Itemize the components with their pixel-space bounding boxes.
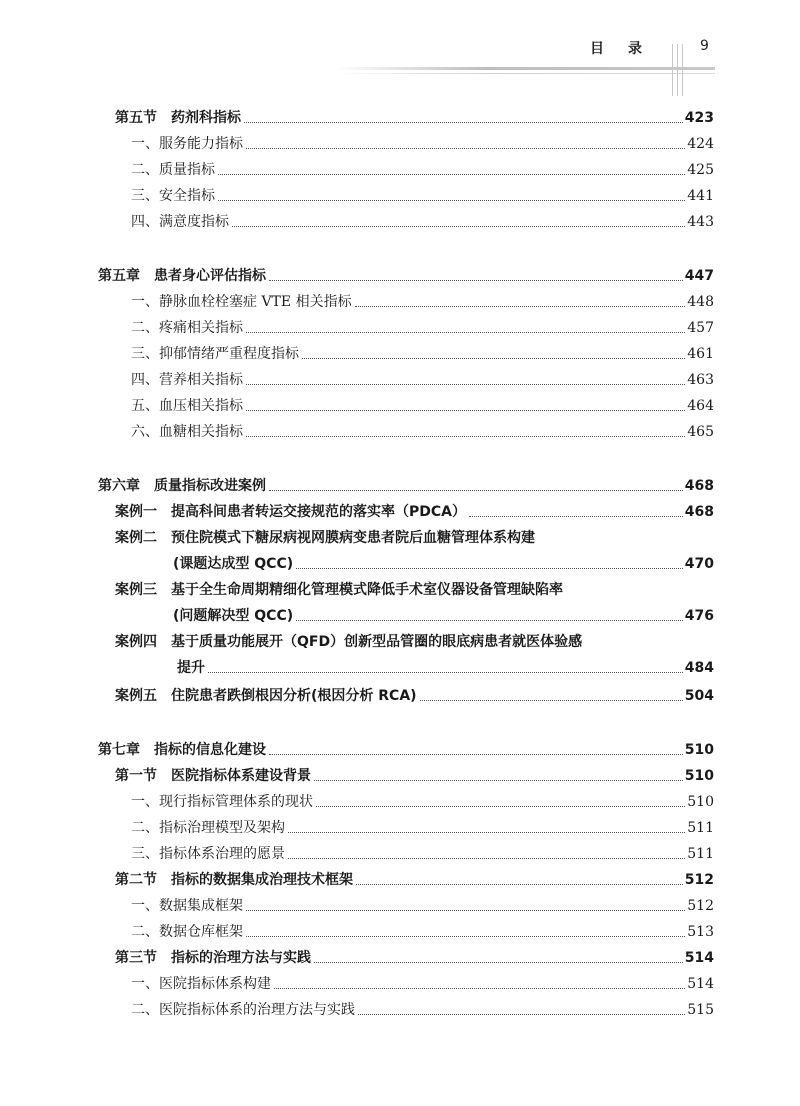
toc-entry-title: 第一节 医院指标体系建设背景 <box>115 768 311 784</box>
toc-entry-page: 441 <box>687 188 714 204</box>
toc-entry-page: 512 <box>687 898 714 914</box>
toc-entry-title: 第三节 指标的治理方法与实践 <box>115 950 311 966</box>
toc-entry[interactable] <box>131 792 714 812</box>
dot-leader <box>274 988 685 989</box>
toc-entry-title: 二、质量指标 <box>131 162 215 178</box>
toc-section-entry[interactable] <box>115 108 714 128</box>
dot-leader <box>469 516 683 517</box>
dot-leader <box>218 174 685 175</box>
toc-entry-title: (问题解决型 QCC) <box>173 608 294 624</box>
toc-entry-page: 465 <box>687 424 714 440</box>
toc-section-entry[interactable] <box>115 766 714 786</box>
toc-section-entry[interactable] <box>115 870 714 890</box>
toc-entry-page: 514 <box>684 950 714 966</box>
toc-entry-page: 514 <box>687 976 714 992</box>
dot-leader <box>316 806 685 807</box>
toc-entry[interactable] <box>131 134 714 154</box>
toc-entry-page: 457 <box>687 320 714 336</box>
toc-entry-page: 510 <box>684 768 714 784</box>
toc-entry[interactable] <box>131 212 714 232</box>
dot-leader <box>246 936 685 937</box>
dot-leader <box>420 700 683 701</box>
dot-leader <box>296 620 683 621</box>
toc-entry-title: 案例二 预住院模式下糖尿病视网膜病变患者院后血糖管理体系构建 <box>115 530 535 546</box>
toc-chapter-entry[interactable] <box>98 266 714 286</box>
toc-entry-title: 第七章 指标的信息化建设 <box>98 742 266 758</box>
toc-chapter-entry[interactable] <box>98 476 714 496</box>
toc-entry-title: 一、静脉血栓栓塞症 VTE 相关指标 <box>131 294 352 310</box>
toc-entry-title: 六、血糖相关指标 <box>131 424 243 440</box>
dot-leader <box>314 962 683 963</box>
toc-entry-page: 511 <box>687 846 714 862</box>
toc-entry[interactable] <box>131 974 714 994</box>
running-title: 目录 <box>590 41 666 57</box>
toc-entry-page: 511 <box>687 820 714 836</box>
dot-leader <box>314 780 683 781</box>
toc-entry-page: 447 <box>684 268 714 284</box>
dot-leader <box>246 410 685 411</box>
toc-entry-title: 四、营养相关指标 <box>131 372 243 388</box>
toc-entry[interactable] <box>131 292 714 312</box>
dot-leader <box>355 306 686 307</box>
toc-entry[interactable] <box>131 186 714 206</box>
toc-entry-title: 提升 <box>177 660 205 676</box>
toc-case-entry[interactable] <box>115 502 714 522</box>
toc-entry-title: 一、服务能力指标 <box>131 136 243 152</box>
toc-entry-title: 第五章 患者身心评估指标 <box>98 268 266 284</box>
dot-leader <box>246 910 685 911</box>
toc-case-continuation[interactable] <box>173 554 714 574</box>
toc-case-entry[interactable] <box>115 580 714 600</box>
toc-entry[interactable] <box>131 318 714 338</box>
toc-entry-page: 464 <box>687 398 714 414</box>
toc-entry-title: 五、血压相关指标 <box>131 398 243 414</box>
dot-leader <box>296 568 683 569</box>
toc-entry-title: 一、现行指标管理体系的现状 <box>131 794 313 810</box>
toc-entry[interactable] <box>131 844 714 864</box>
toc-entry[interactable] <box>131 896 714 916</box>
dot-leader <box>269 280 683 281</box>
toc-entry-page: 461 <box>687 346 714 362</box>
toc-entry-page: 424 <box>687 136 714 152</box>
dot-leader <box>232 226 685 227</box>
toc-entry-title: 一、医院指标体系构建 <box>131 976 271 992</box>
toc-entry-page: 468 <box>684 478 714 494</box>
dot-leader <box>244 122 683 123</box>
toc-case-entry[interactable] <box>115 528 714 548</box>
toc-entry-title: 案例三 基于全生命周期精细化管理模式降低手术室仪器设备管理缺陷率 <box>115 582 563 598</box>
dot-leader <box>288 832 685 833</box>
toc-entry[interactable] <box>131 818 714 838</box>
dot-leader <box>302 358 685 359</box>
toc-entry[interactable] <box>131 422 714 442</box>
toc-case-continuation[interactable] <box>177 658 714 678</box>
dot-leader <box>288 858 685 859</box>
toc-entry-page: 510 <box>687 794 714 810</box>
toc-entry-page: 484 <box>684 660 714 676</box>
toc-entry[interactable] <box>131 370 714 390</box>
toc-entry-title: 二、数据仓库框架 <box>131 924 243 940</box>
toc-entry[interactable] <box>131 160 714 180</box>
dot-leader <box>358 1014 685 1015</box>
toc-entry-title: 二、指标治理模型及架构 <box>131 820 285 836</box>
dot-leader <box>356 884 683 885</box>
toc-case-continuation[interactable] <box>173 606 714 626</box>
toc-entry-page: 513 <box>687 924 714 940</box>
dot-leader <box>246 436 685 437</box>
toc-entry-title: 四、满意度指标 <box>131 214 229 230</box>
toc-entry-title: 三、安全指标 <box>131 188 215 204</box>
toc-entry-page: 423 <box>684 110 714 126</box>
toc-entry-title: 案例五 住院患者跌倒根因分析(根因分析 RCA) <box>115 688 417 704</box>
toc-chapter-entry[interactable] <box>98 740 714 760</box>
dot-leader <box>269 754 683 755</box>
dot-leader <box>246 148 685 149</box>
toc-entry-title: 第六章 质量指标改进案例 <box>98 478 266 494</box>
toc-entry-page: 470 <box>684 556 714 572</box>
toc-entry-title: 第五节 药剂科指标 <box>115 110 241 126</box>
toc-case-entry[interactable] <box>115 686 714 706</box>
page-number: 9 <box>700 38 709 54</box>
toc-entry[interactable] <box>131 344 714 364</box>
toc-entry-page: 512 <box>684 872 714 888</box>
toc-entry-page: 443 <box>687 214 714 230</box>
toc-entry-title: 案例一 提高科间患者转运交接规范的落实率（PDCA） <box>115 504 466 520</box>
toc-entry-page: 515 <box>687 1002 714 1018</box>
toc-entry-title: 三、抑郁情绪严重程度指标 <box>131 346 299 362</box>
toc-entry-title: 案例四 基于质量功能展开（QFD）创新型品管圈的眼底病患者就医体验感 <box>115 634 583 650</box>
toc-section-entry[interactable] <box>115 948 714 968</box>
toc-entry-page: 425 <box>687 162 714 178</box>
dot-leader <box>218 200 685 201</box>
dot-leader <box>246 384 685 385</box>
toc-entry-page: 448 <box>687 294 714 310</box>
toc-entry-title: 第二节 指标的数据集成治理技术框架 <box>115 872 353 888</box>
toc-entry[interactable] <box>131 922 714 942</box>
toc-entry-page: 463 <box>687 372 714 388</box>
toc-case-entry[interactable] <box>115 632 714 652</box>
dot-leader <box>208 672 683 673</box>
toc-entry-page: 510 <box>684 742 714 758</box>
toc-entry-page: 476 <box>684 608 714 624</box>
toc-entry-title: 一、数据集成框架 <box>131 898 243 914</box>
dot-leader <box>269 490 683 491</box>
toc-entry[interactable] <box>131 396 714 416</box>
toc-entry-title: 三、指标体系治理的愿景 <box>131 846 285 862</box>
toc-entry-page: 504 <box>684 688 714 704</box>
toc-entry-title: 二、疼痛相关指标 <box>131 320 243 336</box>
toc-entry-page: 468 <box>684 504 714 520</box>
dot-leader <box>246 332 685 333</box>
toc-entry-title: (课题达成型 QCC) <box>173 556 294 572</box>
toc-entry-title: 二、医院指标体系的治理方法与实践 <box>131 1002 355 1018</box>
toc-entry[interactable] <box>131 1000 714 1020</box>
